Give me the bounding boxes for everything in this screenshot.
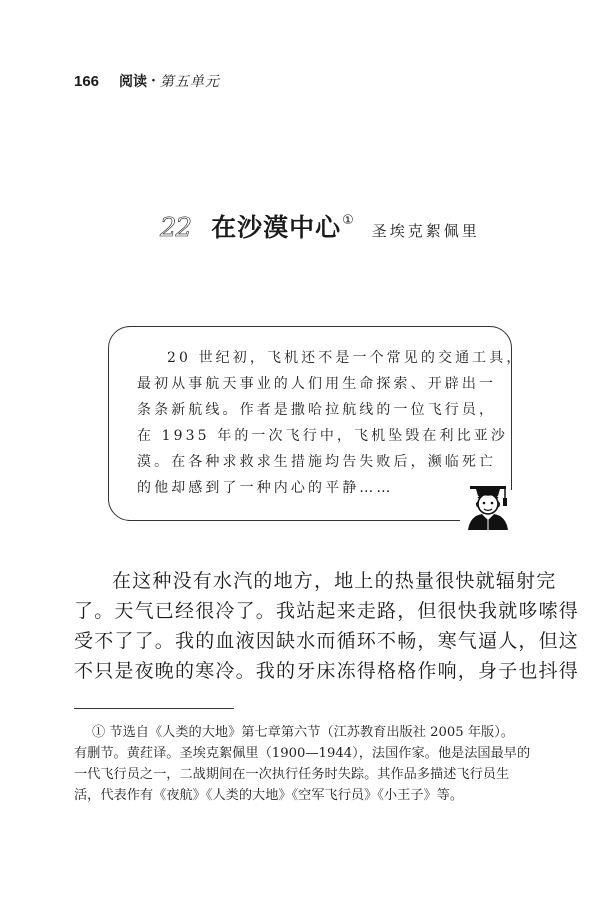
intro-line: 的他却感到了一种内心的平静…… [137,480,394,496]
footnote-line: ① 节选自《人类的大地》第七章第六节（江苏教育出版社 2005 年版）。 [92,725,514,740]
graduate-avatar-icon [464,484,514,530]
intro-line: 最初从事航天事业的人们用生命探索、开辟出一 [137,376,497,392]
intro-line: 20 世纪初，飞机还不是一个常见的交通工具， [167,350,524,366]
footnote-line: 一代飞行员之一，二战期间在一次执行任务时失踪。其作品多描述飞行员生 [74,767,510,782]
intro-line: 在 1935 年的一次飞行中，飞机坠毁在利比亚沙 [137,428,508,444]
running-head [74,70,220,92]
intro-line: 漠。在各种求救求生措施均告失败后，濒临死亡 [137,454,497,470]
footnote [74,722,544,806]
body-line: 了。天气已经很冷了。我站起来走路，但很快我就哆嗦得 [74,600,580,622]
body-text [74,566,580,686]
intro-text [137,345,524,501]
running-separator: · [151,73,156,89]
intro-line: 条条新航线。作者是撒哈拉航线的一位飞行员， [137,402,497,418]
chapter-name: 在沙漠中心 [211,213,342,242]
body-line: 不只是夜晚的寒冷。我的牙床冻得格格作响，身子也抖得 [74,660,580,682]
running-section: 阅读 [119,74,148,90]
body-line: 受不了了。我的血液因缺水而循环不畅，寒气逼人，但这 [74,630,580,652]
running-unit: 第五单元 [159,74,220,90]
body-line: 在这种没有水汽的地方，地上的热量很快就辐射完 [112,570,557,592]
footnote-reference[interactable]: ① [342,213,354,228]
footnote-line: 活，代表作有《夜航》《人类的大地》《空军飞行员》《小王子》等。 [74,788,464,803]
footnote-line: 有删节。黄荭译。圣埃克絮佩里（1900—1944），法国作家。他是法国最早的 [74,746,531,761]
chapter-author: 圣埃克絮佩里 [371,222,480,240]
chapter-number: 22 [160,213,192,243]
footnote-divider [74,708,234,709]
chapter-title [160,208,480,244]
intro-box [108,326,524,521]
page-number: 166 [74,72,100,90]
